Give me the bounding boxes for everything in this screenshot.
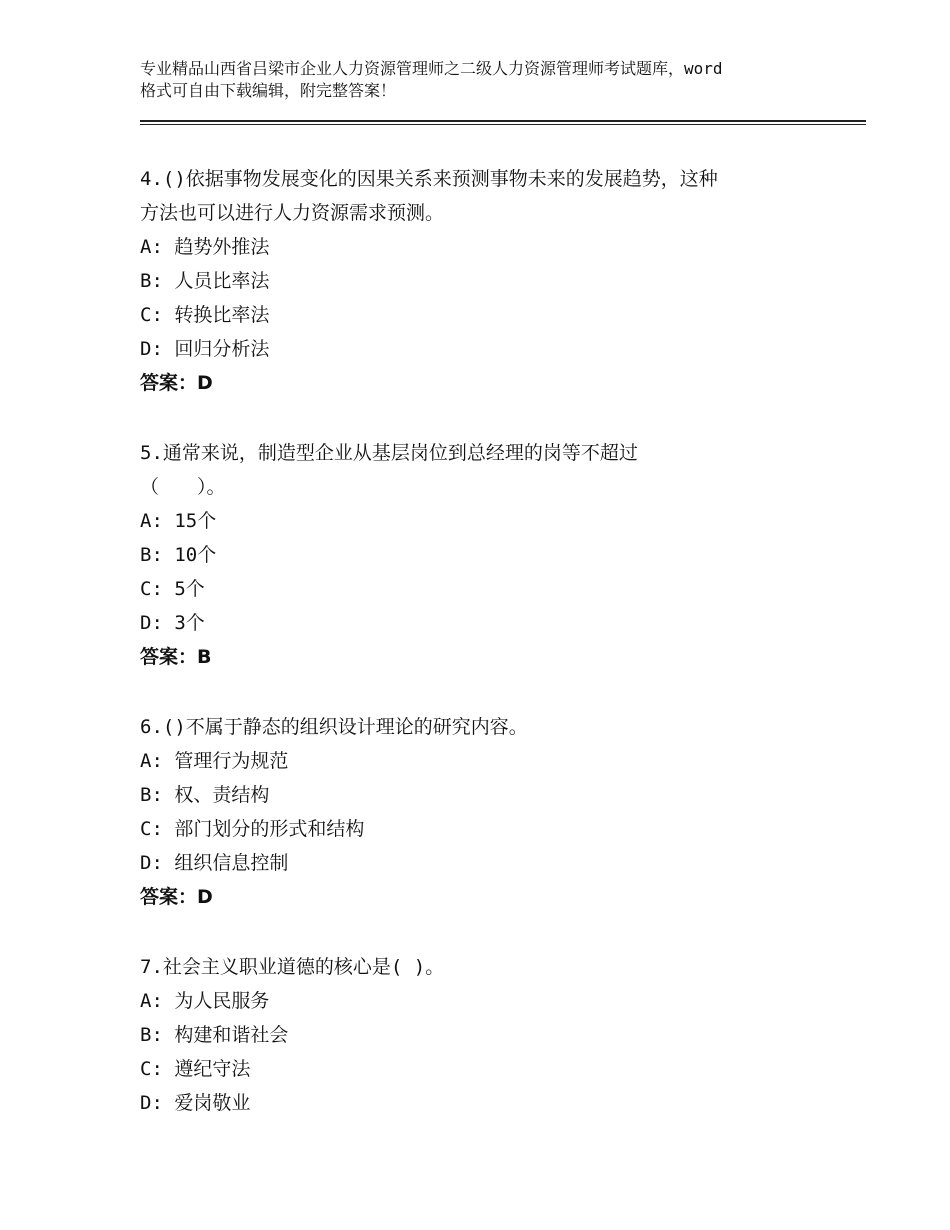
question-stem-line: 7.社会主义职业道德的核心是( )。 bbox=[140, 956, 445, 978]
question-7 bbox=[140, 950, 830, 1120]
question-4 bbox=[140, 162, 830, 400]
option-d: D: 组织信息控制 bbox=[140, 852, 289, 874]
question-stem-line: 5.通常来说，制造型企业从基层岗位到总经理的岗等不超过 bbox=[140, 442, 638, 464]
option-c: C: 部门划分的形式和结构 bbox=[140, 818, 365, 840]
question-stem-line: （ ）。 bbox=[140, 476, 226, 498]
header-line-1: 专业精品山西省吕梁市企业人力资源管理师之二级人力资源管理师考试题库，word bbox=[140, 59, 723, 78]
option-b: B: 10个 bbox=[140, 544, 217, 566]
question-list bbox=[140, 162, 830, 1156]
option-a: A: 为人民服务 bbox=[140, 990, 270, 1012]
option-d: D: 3个 bbox=[140, 612, 205, 634]
option-d: D: 回归分析法 bbox=[140, 338, 270, 360]
option-a: A: 管理行为规范 bbox=[140, 750, 289, 772]
document-header bbox=[140, 58, 840, 102]
option-a: A: 15个 bbox=[140, 510, 217, 532]
header-divider-thick bbox=[140, 120, 866, 122]
option-c: C: 转换比率法 bbox=[140, 304, 270, 326]
header-divider-thin bbox=[140, 124, 866, 125]
header-line-2: 格式可自由下载编辑，附完整答案！ bbox=[140, 81, 397, 100]
option-d: D: 爱岗敬业 bbox=[140, 1092, 251, 1114]
question-stem-line: 6.()不属于静态的组织设计理论的研究内容。 bbox=[140, 716, 528, 738]
answer-label: 答案：D bbox=[140, 372, 213, 394]
option-c: C: 遵纪守法 bbox=[140, 1058, 251, 1080]
answer-label: 答案：D bbox=[140, 886, 213, 908]
question-5 bbox=[140, 436, 830, 674]
question-stem-line: 4.()依据事物发展变化的因果关系来预测事物未来的发展趋势，这种 bbox=[140, 168, 718, 190]
answer-label: 答案：B bbox=[140, 646, 212, 668]
option-c: C: 5个 bbox=[140, 578, 205, 600]
option-b: B: 权、责结构 bbox=[140, 784, 270, 806]
question-6 bbox=[140, 710, 830, 914]
option-b: B: 构建和谐社会 bbox=[140, 1024, 289, 1046]
option-a: A: 趋势外推法 bbox=[140, 236, 270, 258]
option-b: B: 人员比率法 bbox=[140, 270, 270, 292]
question-stem-line: 方法也可以进行人力资源需求预测。 bbox=[140, 202, 445, 224]
